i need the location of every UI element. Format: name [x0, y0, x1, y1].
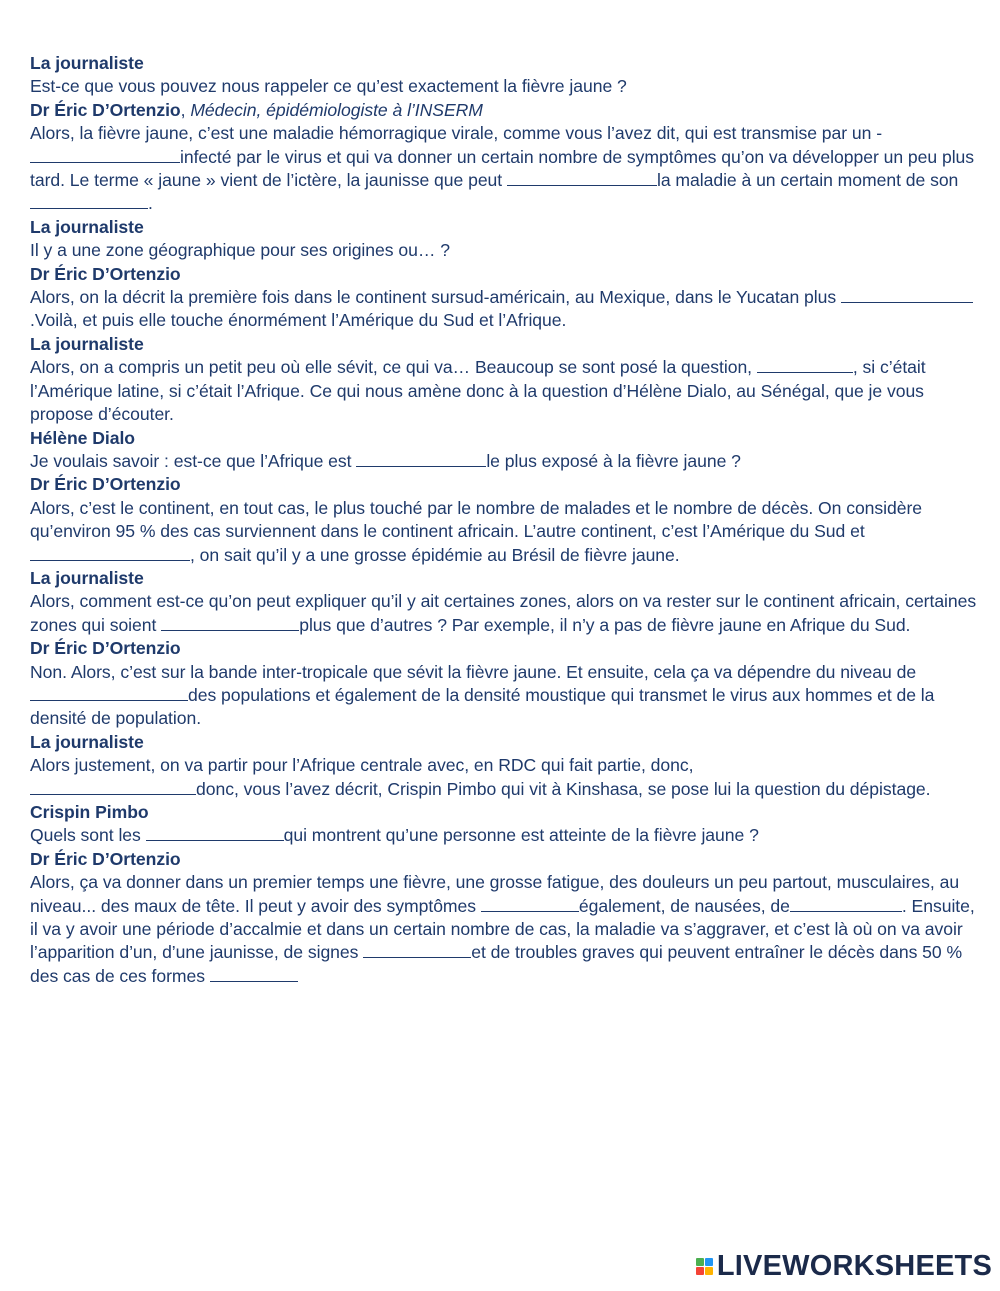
text-segment: Alors, c’est le continent, en tout cas, le plus touché par le nombre de malades et le nombre de décès. On considère qu’environ 95 % des cas surviennent dans le continent africain. L’autre continent, c’est l’Amérique du Sud et — [30, 497, 923, 542]
dialogue-block — [30, 333, 978, 427]
text-segment: la maladie à un certain moment de son — [656, 170, 959, 191]
speech-text: Est-ce que vous pouvez nous rappeler ce qu’est exactement la fièvre jaune ? — [30, 76, 627, 97]
dialogue-block — [30, 216, 978, 263]
fill-blank[interactable] — [841, 287, 973, 303]
logo-mark-icon — [696, 1258, 713, 1275]
logo-square — [696, 1258, 704, 1266]
speaker-name: Crispin Pimbo — [30, 802, 149, 822]
text-segment: .Voilà, et puis elle touche énormément l’Amérique du Sud et l’Afrique. — [30, 310, 567, 331]
speaker-name: Dr Éric D’Ortenzio — [30, 848, 181, 869]
text-segment: également, de nausées, de — [578, 895, 790, 916]
dialogue-block — [30, 731, 978, 801]
fill-blank[interactable] — [30, 779, 196, 795]
speech-text — [30, 286, 978, 333]
speech-text — [30, 754, 978, 801]
text-segment: qui montrent qu’une personne est atteinte de la fièvre jaune ? — [283, 825, 759, 846]
fill-blank[interactable] — [30, 545, 190, 561]
speech-text — [30, 450, 978, 473]
fill-blank[interactable] — [356, 451, 486, 467]
speaker-name: La journaliste — [30, 53, 144, 73]
text-segment: Je voulais savoir : est-ce que l’Afrique est — [30, 450, 357, 471]
dialogue-block — [30, 263, 978, 333]
text-segment: plus que d’autres ? Par exemple, il n’y a pas de fièvre jaune en Afrique du Sud. — [299, 614, 911, 635]
dialogue-block — [30, 427, 978, 474]
text-segment: donc, vous l’avez décrit, Crispin Pimbo qui vit à Kinshasa, se pose lui la question du dépistage. — [196, 778, 931, 799]
dialogue-block — [30, 637, 978, 731]
speaker-name: La journaliste — [30, 216, 144, 237]
text-segment: . Ensuite, il va y avoir une période d’accalmie et dans un certain nombre de cas, la maladie va s’aggraver, et c’est là où on va avoir l’apparition d’un, d’une jaunisse, de signes — [30, 895, 975, 963]
speech-text — [30, 824, 978, 847]
speaker-name: Dr Éric D’Ortenzio — [30, 474, 181, 495]
fill-blank[interactable] — [30, 147, 180, 163]
speech-text: Il y a une zone géographique pour ses origines ou… ? — [30, 240, 450, 261]
text-segment: , on sait qu’il y a une grosse épidémie au Brésil de fièvre jaune. — [190, 544, 680, 565]
fill-blank[interactable] — [161, 615, 299, 631]
role-separator: , — [180, 99, 191, 120]
speaker-name: La journaliste — [30, 333, 144, 354]
worksheet-text — [30, 52, 978, 988]
speaker-name: Hélène Dialo — [30, 427, 135, 448]
text-segment: le plus exposé à la fièvre jaune ? — [486, 450, 741, 471]
speech-text — [30, 122, 978, 216]
fill-blank[interactable] — [210, 966, 298, 982]
dialogue-block — [30, 567, 978, 637]
speaker-name: La journaliste — [30, 731, 144, 752]
speaker-name: Dr Éric D’Ortenzio — [30, 99, 181, 120]
text-segment: Alors, on a compris un petit peu où elle sévit, ce qui va… Beaucoup se sont posé la question, — [30, 357, 757, 378]
text-segment: Non. Alors, c’est sur la bande inter-tropicale que sévit la fièvre jaune. Et ensuite, cela ça va dépendre du niveau de — [30, 661, 917, 682]
fill-blank[interactable] — [363, 942, 471, 958]
dialogue-block — [30, 52, 978, 99]
speaker-name: Dr Éric D’Ortenzio — [30, 263, 181, 284]
speech-text — [30, 497, 978, 567]
text-segment: Alors, la fièvre jaune, c’est une maladie hémorragique virale, comme vous l’avez dit, qui est transmise par un - — [30, 123, 883, 144]
speech-text — [30, 661, 978, 731]
logo-square — [705, 1267, 713, 1275]
dialogue-block — [30, 473, 978, 567]
text-segment: Alors justement, on va partir pour l’Afrique centrale avec, en RDC qui fait partie, donc, — [30, 755, 694, 776]
text-segment: des populations et également de la densité moustique qui transmet le virus aux hommes et de la densité de population. — [30, 684, 935, 729]
fill-blank[interactable] — [507, 170, 657, 186]
fill-blank[interactable] — [146, 825, 284, 841]
fill-blank[interactable] — [30, 193, 148, 209]
text-segment: Quels sont les — [30, 825, 146, 846]
text-segment: et de troubles graves qui peuvent entraîner le décès dans 50 % des cas de ces formes — [30, 942, 963, 986]
fill-blank[interactable] — [30, 685, 188, 701]
brand-name: LIVEWORKSHEETS — [716, 1249, 992, 1282]
speech-text — [30, 871, 978, 988]
dialogue-block — [30, 99, 978, 216]
liveworksheets-logo — [696, 1251, 992, 1281]
text-segment: . — [148, 193, 153, 214]
speech-text — [30, 356, 978, 426]
text-segment: Alors, ça va donner dans un premier temps une fièvre, une grosse fatigue, des douleurs un peu partout, musculaires, au niveau... des maux de tête. Il peut y avoir des symptômes — [30, 872, 960, 916]
text-segment: Alors, on la décrit la première fois dans le continent sursud-américain, au Mexique, dans le Yucatan plus — [30, 287, 841, 308]
dialogue-block — [30, 801, 978, 848]
logo-square — [696, 1267, 704, 1275]
text-segment: Alors, comment est-ce qu’on peut expliquer qu’il y ait certaines zones, alors on va rester sur le continent africain, certaines zones qui soient — [30, 591, 977, 635]
fill-blank[interactable] — [757, 357, 853, 373]
speech-text — [30, 590, 978, 637]
fill-blank[interactable] — [790, 896, 902, 912]
speaker-role: Médecin, épidémiologiste à l’INSERM — [190, 99, 483, 120]
logo-square — [705, 1258, 713, 1266]
dialogue-block — [30, 848, 978, 988]
speaker-name: Dr Éric D’Ortenzio — [30, 638, 181, 659]
text-segment: infecté par le virus et qui va donner un certain nombre de symptômes qu’on va développer un peu plus tard. Le terme « jaune » vient de l’ictère, la jaunisse que peut — [30, 146, 975, 191]
text-segment: , si c’était l’Amérique latine, si c’était l’Afrique. Ce qui nous amène donc à la question d’Hélène Dialo, au Sénégal, que je vous propose d’écouter. — [30, 357, 926, 425]
fill-blank[interactable] — [481, 896, 579, 912]
speaker-name: La journaliste — [30, 567, 144, 588]
